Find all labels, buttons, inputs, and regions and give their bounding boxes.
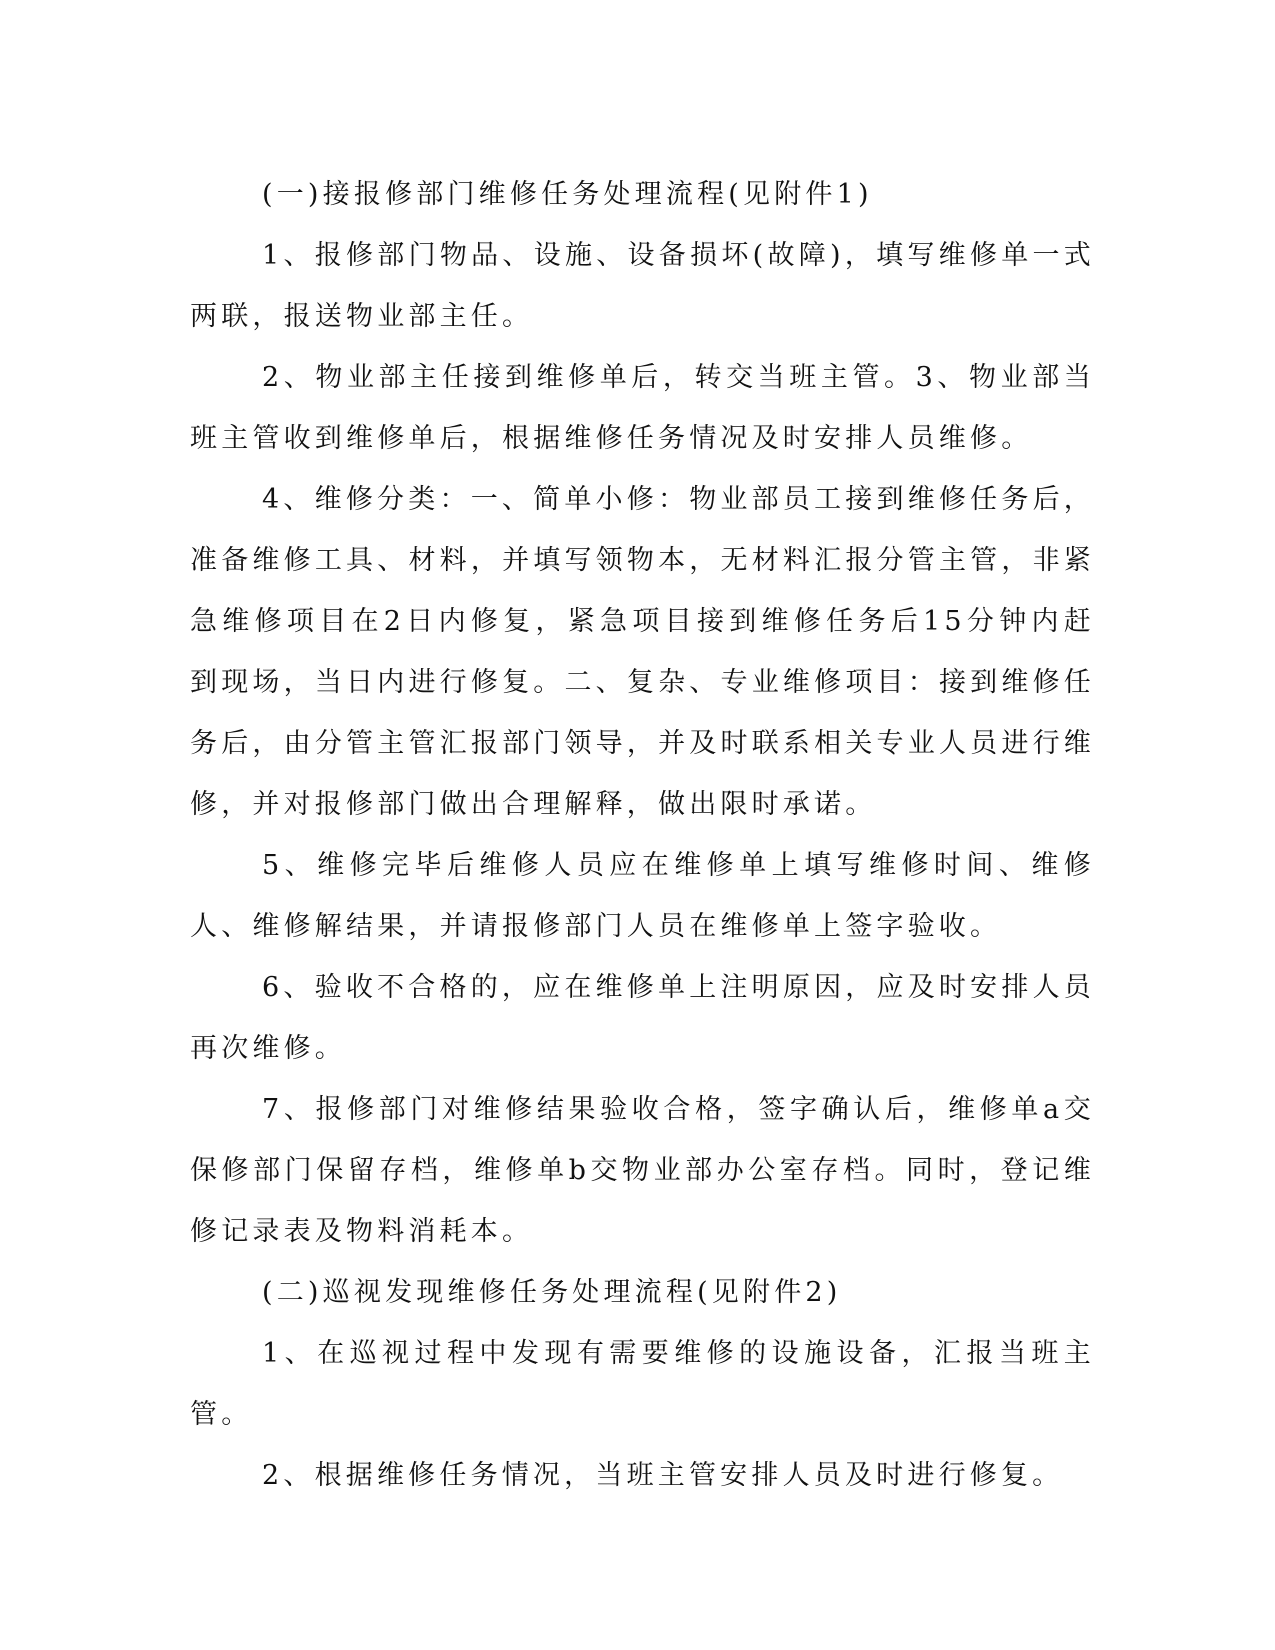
paragraph-step-5: 5、维修完毕后维修人员应在维修单上填写维修时间、维修人、维修解结果，并请报修部门人员在维修单上签字验收。 [190, 850, 1095, 942]
section-heading-2: (二)巡视发现维修任务处理流程(见附件2) [262, 1277, 842, 1308]
paragraph-step-7: 7、报修部门对维修结果验收合格，签字确认后，维修单a交保修部门保留存档，维修单b交物业部办公室存档。同时，登记维修记录表及物料消耗本。 [190, 1094, 1095, 1247]
paragraph-step-2-3: 2、物业部主任接到维修单后，转交当班主管。3、物业部当班主管收到维修单后，根据维修任务情况及时安排人员维修。 [190, 362, 1095, 454]
paragraph-patrol-step-2: 2、根据维修任务情况，当班主管安排人员及时进行修复。 [262, 1460, 1064, 1491]
paragraph-patrol-step-1: 1、在巡视过程中发现有需要维修的设施设备，汇报当班主管。 [190, 1338, 1095, 1430]
paragraph-step-4: 4、维修分类：一、简单小修：物业部员工接到维修任务后，准备维修工具、材料，并填写领物本，无材料汇报分管主管，非紧急维修项目在2日内修复，紧急项目接到维修任务后15分钟内赶到现场，当日内进行修复。二、复杂、专业维修项目：接到维修任务后，由分管主管汇报部门领导，并及时联系相关专业人员进行维修，并对报修部门做出合理解释，做出限时承诺。 [190, 484, 1095, 820]
document-body [190, 164, 1095, 1506]
section-heading-1: (一)接报修部门维修任务处理流程(见附件1) [262, 179, 873, 210]
paragraph-step-1: 1、报修部门物品、设施、设备损坏(故障)，填写维修单一式两联，报送物业部主任。 [190, 240, 1095, 332]
paragraph-step-6: 6、验收不合格的，应在维修单上注明原因，应及时安排人员再次维修。 [190, 972, 1095, 1064]
